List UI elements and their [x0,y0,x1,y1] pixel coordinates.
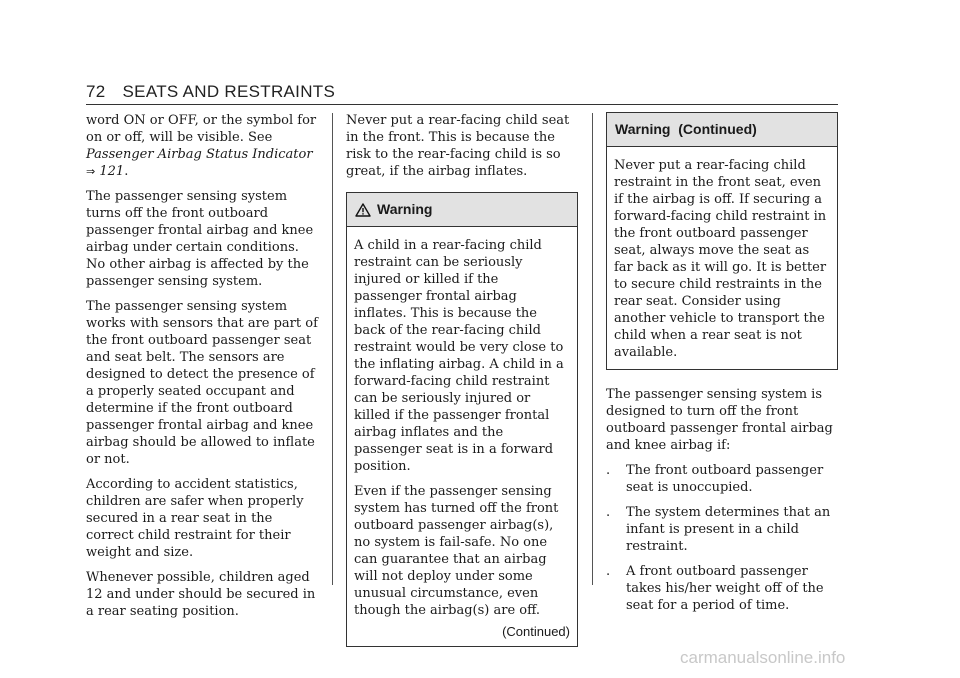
bullet-list [606,462,838,614]
list-item: . The system determines that an infant is present in a child restraint. [606,505,831,554]
list-item: . The front outboard passenger seat is unoccupied. [606,463,824,495]
paragraph: According to accident statistics, children are safer when properly secured in a rear seat in the correct child restraint for their weight and size. [86,477,304,560]
column-3 [606,112,838,622]
warning-body [607,147,837,369]
header-rule [86,104,838,105]
page-ref-arrow-icon: ⇒ [86,165,96,178]
column-2 [346,112,578,647]
warning-body [347,227,577,646]
cross-reference-link[interactable]: Passenger Airbag Status Indicator ⇒ 121 [86,147,313,179]
paragraph: Whenever possible, children aged 12 and under should be secured in a rear seating position. [86,570,316,619]
list-item: . A front outboard passenger takes his/her weight off of the seat for a period of time. [606,564,824,613]
paragraph: word ON or OFF, or the symbol for on or off, will be visible. See Passenger Airbag Status Indicator ⇒ 121. [86,113,317,179]
warning-box-continued [606,112,838,370]
page-number: 72 [86,82,106,101]
bullet-icon: . [606,564,611,579]
paragraph: Never put a rear-facing child seat in the front. This is because the risk to the rear-facing child is so great, if the airbag inflates. [346,113,570,179]
column-divider-2 [592,113,593,585]
warning-title: Warning (Continued) [615,121,757,137]
paragraph: The passenger sensing system works with sensors that are part of the front outboard passenger seat and seat belt. The sensors are designed to detect the presence of a properly seated occupant and determine if the front outboard passenger frontal airbag and knee airbag should be allowed to inflate or not. [86,299,318,467]
paragraph: The passenger sensing system is designed to turn off the front outboard passenger frontal airbag and knee airbag if: [606,387,833,453]
warning-header [607,113,837,147]
warning-box [346,192,578,647]
warning-paragraph: A child in a rear-facing child restraint can be seriously injured or killed if the passenger frontal airbag inflates. This is because the back of the rear-facing child restraint would be very close to the inflating airbag. A child in a forward-facing child restraint can be seriously injured or killed if the passenger frontal airbag inflates and the passenger seat is in a forward position. [354,238,564,474]
section-title: SEATS AND RESTRAINTS [122,82,336,101]
page-header [86,82,335,102]
bullet-icon: . [606,463,611,478]
warning-title: Warning [377,201,433,217]
warning-triangle-icon [355,203,371,217]
column-divider-1 [332,113,333,585]
warning-paragraph: Even if the passenger sensing system has turned off the front outboard passenger airbag(s), no system is fail-safe. No one can guarantee that an airbag will not deploy under some unusual circumstance, even though the airbag(s) are off. [354,484,559,618]
watermark: carmanualsonline.info [680,648,846,667]
bullet-icon: . [606,505,611,520]
warning-paragraph: Never put a rear-facing child restraint in the front seat, even if the airbag is off. If securing a forward-facing child restraint in the front outboard passenger seat, always move the seat as far back as it will go. It is better to secure child restraints in the rear seat. Consider using another vehicle to transport the child when a rear seat is not available. [614,158,827,360]
paragraph: The passenger sensing system turns off the front outboard passenger frontal airbag and knee airbag under certain conditions. No other airbag is affected by the passenger sensing system. [86,189,314,289]
warning-header [347,193,577,227]
column-1 [86,112,318,628]
continued-label: (Continued) [502,624,570,639]
